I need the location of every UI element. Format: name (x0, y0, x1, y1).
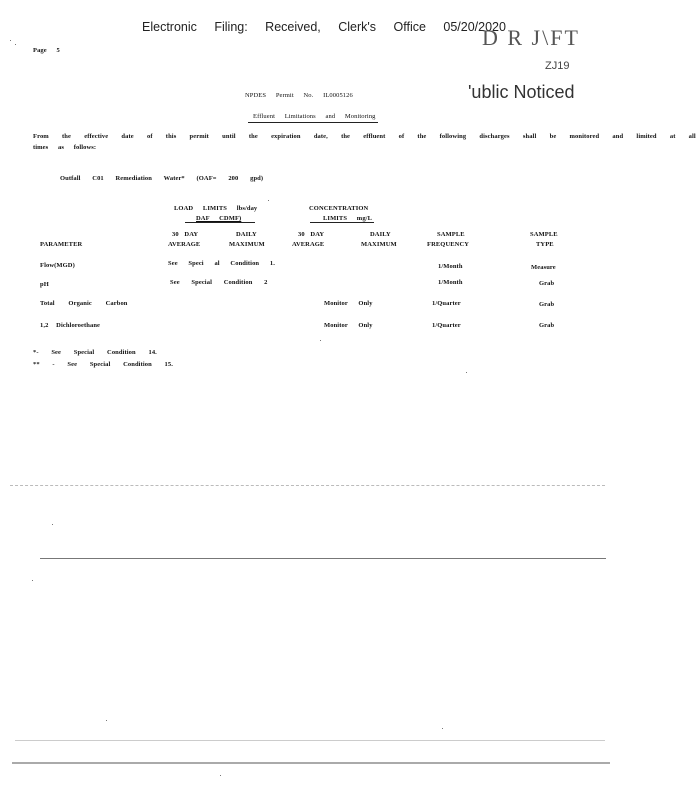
col-conc-daily-line1: DAILY (370, 231, 391, 238)
date-stamp-fragment: ZJ19 (545, 60, 570, 72)
scan-speck (52, 524, 53, 525)
intro-line-1: From the effective date of this permit until the expiration date, the effluent of the following discharges shall be monitored and limited at all (33, 133, 696, 140)
row-4-conc: Monitor Only (324, 322, 373, 329)
scan-speck (32, 580, 33, 581)
scan-speck (15, 44, 16, 45)
row-2-load: See Special Condition 2 (170, 279, 268, 286)
col-load-daily-line2: MAXIMUM (229, 241, 265, 248)
scan-speck (106, 720, 107, 721)
outfall-description: Outfall C01 Remediation Water* (OAF= 200 gpd) (60, 175, 264, 182)
col-conc-daily-line2: MAXIMUM (361, 241, 397, 248)
draft-stamp: D R J\FT (482, 25, 580, 50)
col-type-line2: TYPE (536, 241, 554, 248)
col-freq-line1: SAMPLE (437, 231, 465, 238)
row-4-frequency: 1/Quarter (432, 322, 461, 329)
col-type-line1: SAMPLE (530, 231, 558, 238)
col-freq-line2: FREQUENCY (427, 241, 470, 248)
col-load-daily-line1: DAILY (236, 231, 257, 238)
row-2-type: Grab (539, 280, 555, 287)
scan-speck (268, 200, 269, 201)
page-label: Page 5 (33, 47, 60, 54)
scan-speck (320, 340, 321, 341)
footnote-1: *- See Special Condition 14. (33, 349, 157, 356)
row-1-frequency: 1/Month (438, 263, 463, 270)
scan-line (40, 558, 606, 559)
row-3-conc: Monitor Only (324, 300, 373, 307)
permit-title: NPDES Permit No. IL0005126 (245, 92, 353, 99)
row-2-frequency: 1/Month (438, 279, 463, 286)
scan-line (10, 485, 605, 486)
scan-line (12, 762, 610, 764)
col-load-30day-line2: AVERAGE (168, 241, 201, 248)
col-conc-30day-line1: 30 DAY (298, 231, 325, 238)
load-limits-header: LOAD LIMITS lbs/day (174, 205, 258, 212)
permit-subtitle: Effluent Limitations and Monitoring (253, 113, 376, 120)
row-1-parameter: Flow(MGD) (40, 262, 75, 269)
scan-speck (442, 728, 443, 729)
row-3-parameter: Total Organic Carbon (40, 300, 128, 307)
row-4-type: Grab (539, 322, 555, 329)
concentration-header: CONCENTRATION (309, 205, 369, 212)
row-4-parameter: 1,2 Dichloroethane (40, 322, 101, 329)
footnote-2: ** - See Special Condition 15. (33, 361, 173, 368)
scan-line (15, 740, 605, 741)
load-limits-subheader: DAF CDMF) (196, 215, 242, 222)
scan-speck (10, 40, 11, 41)
load-group-underline (185, 222, 255, 223)
intro-line-2: times as follows: (33, 144, 97, 151)
conc-group-underline (310, 222, 374, 223)
row-2-parameter: pH (40, 281, 49, 288)
scan-speck (466, 372, 467, 373)
col-conc-30day-line2: AVERAGE (292, 241, 325, 248)
row-3-type: Grab (539, 301, 555, 308)
scan-speck (220, 775, 221, 776)
filing-banner: Electronic Filing: Received, Clerk's Office 05/20/2020 (142, 20, 506, 34)
col-parameter: PARAMETER (40, 241, 83, 248)
subtitle-underline (248, 122, 378, 123)
row-1-type: Measure (531, 264, 556, 271)
row-3-frequency: 1/Quarter (432, 300, 461, 307)
col-load-30day-line1: 30 DAY (172, 231, 199, 238)
row-1-load: See Speci al Condition 1. (168, 260, 275, 267)
concentration-subheader: LIMITS mg/L (323, 215, 373, 222)
public-noticed-stamp: 'ublic Noticed (468, 82, 575, 102)
